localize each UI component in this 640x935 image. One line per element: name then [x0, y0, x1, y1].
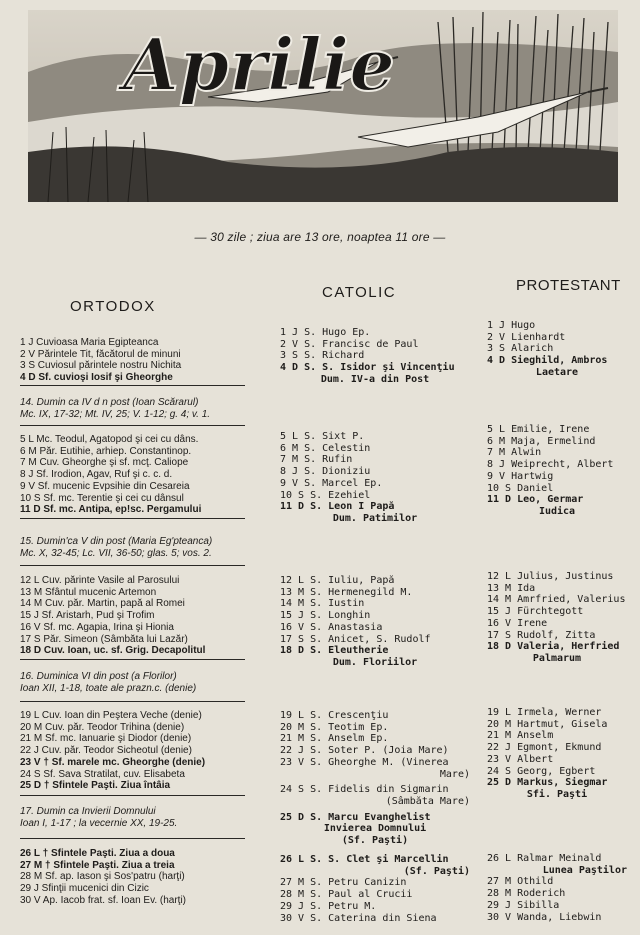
ortodox-day: 28 M Sf. ap. Iason şi Sos'patru (harţi): [20, 871, 185, 883]
protestant-day: 22 J Egmont, Ekmund: [487, 742, 602, 754]
ortodox-day: 27 M † Sfintele Paşti. Ziua a treia: [20, 859, 175, 871]
catolic-day: 29 J S. Petru M.: [280, 900, 377, 912]
protestant-day-note: Laetare: [535, 366, 579, 378]
ortodox-day: 26 L † Sfintele Paşti. Ziua a doua: [20, 848, 175, 859]
protestant-day: 12 L Julius, Justinus: [487, 571, 614, 582]
catolic-week-3: [280, 575, 470, 669]
catolic-day-note: Dum. Patimilor: [332, 512, 418, 524]
ortodox-day: 29 J Sfinţii mucenici din Cizic: [20, 883, 149, 895]
protestant-week-2: [487, 424, 627, 518]
ortodox-week-2: [20, 434, 201, 516]
catolic-day: 20 M S. Teotim Ep.: [280, 721, 389, 733]
divider: [20, 518, 245, 519]
catolic-day: 27 M S. Petru Canizin: [280, 877, 407, 889]
ortodox-note: 16. Duminica VI din post (a Florilor): [20, 671, 177, 682]
protestant-week-3: [487, 571, 627, 665]
catolic-day: 19 L S. Crescenţiu: [280, 710, 389, 721]
catolic-day: 15 J S. Longhin: [280, 610, 371, 622]
protestant-day: 7 M Alwin: [487, 447, 542, 459]
catolic-day: 13 M S. Hermenegild M.: [280, 586, 413, 598]
ortodox-note: Ioan I, 1-17 ; la vecernie XX, 19-25.: [20, 817, 178, 829]
banner-illustration: [28, 2, 618, 202]
catolic-day: 7 M S. Rufin: [280, 454, 353, 466]
catolic-day: 3 S S. Richard: [280, 350, 365, 362]
catolic-day: 18 D S. Eleutherie: [280, 645, 389, 657]
ortodox-day: 19 L Cuv. Ioan din Peştera Veche (denie): [20, 710, 202, 721]
catolic-week-4: [280, 710, 470, 847]
catolic-week-2: [280, 431, 470, 525]
ortodox-day: 8 J Sf. Irodion, Agav, Ruf şi c. c. d.: [20, 469, 173, 481]
ortodox-day: 3 S Cuviosul părintele nostru Nichita: [20, 360, 182, 372]
protestant-day-note: Lunea Paştilor: [542, 864, 627, 876]
protestant-day: 6 M Maja, Ermelind: [487, 435, 596, 447]
ortodox-day: 9 V Sf. mucenic Evpsihie din Cesareia: [20, 480, 190, 492]
protestant-day: 15 J Fürchtegott: [487, 606, 584, 618]
protestant-day: 21 M Anselm: [487, 730, 554, 742]
ortodox-day: 24 S Sf. Sava Stratilat, cuv. Elisabeta: [20, 768, 185, 780]
catolic-day: 30 V S. Caterina din Siena: [280, 912, 437, 924]
divider: [20, 701, 245, 702]
catolic-day: 9 V S. Marcel Ep.: [280, 477, 383, 489]
divider: [20, 565, 245, 566]
ortodox-day: 20 M Cuv. păr. Teodor Trihina (denie): [20, 721, 185, 733]
catolic-day: 17 S S. Anicet, S. Rudolf: [280, 633, 431, 645]
catolic-day: 22 J S. Soter P. (Joia Mare): [280, 745, 449, 757]
catolic-day: 21 M S. Anselm Ep.: [280, 733, 389, 745]
catolic-day-note: Dum. IV-a din Post: [320, 373, 430, 385]
protestant-day-note: Sfi. Paşti: [526, 788, 588, 800]
protestant-day: 4 D Sieghild, Ambros: [487, 355, 608, 367]
ortodox-note-3: [20, 671, 196, 694]
ortodox-day: 11 D Sf. mc. Antipa, ep!sc. Pergamului: [20, 504, 202, 516]
catolic-day: 16 V S. Anastasia: [280, 621, 383, 633]
protestant-day: 24 S Georg, Egbert: [487, 765, 596, 777]
protestant-day: 3 S Alarich: [487, 343, 554, 355]
catolic-day: 12 L S. Iuliu, Papă: [280, 575, 395, 586]
ortodox-day: 13 M Sfântul mucenic Artemon: [20, 586, 157, 598]
protestant-week-5: [487, 853, 627, 923]
ortodox-day: 18 D Cuv. Ioan, uc. sf. Grig. Decapolitul: [20, 645, 206, 657]
catolic-day: 28 M S. Paul al Crucii: [280, 889, 413, 901]
divider: [20, 385, 245, 386]
catolic-week-5: [280, 854, 470, 924]
protestant-day: 27 M Othild: [487, 876, 554, 888]
catolic-day: 8 J S. Dioniziu: [280, 466, 371, 478]
ortodox-note: Mc. X, 32-45; Lc. VII, 36-50; glas. 5; vos. 2.: [20, 547, 212, 559]
ortodox-day: 17 S Păr. Simeon (Sâmbăta lui Lazăr): [20, 633, 188, 645]
ortodox-note: 14. Dumin ca IV d n post (Ioan Scărarul): [20, 397, 199, 408]
ortodox-day: 25 D † Sfintele Paşti. Ziua întâia: [20, 780, 171, 792]
ortodox-day: 14 M Cuv. păr. Martin, papă al Romei: [20, 598, 185, 610]
heading-protestant: PROTESTANT: [516, 277, 621, 294]
ortodox-day: 15 J Sf. Aristarh, Pud şi Trofim: [20, 610, 155, 622]
catolic-day: 5 L S. Sixt P.: [280, 431, 365, 442]
catolic-day: 14 M S. Iustin: [280, 598, 365, 610]
protestant-day: 11 D Leo, Germar: [487, 494, 584, 506]
divider: [20, 659, 245, 660]
protestant-day: 5 L Emilie, Irene: [487, 424, 590, 435]
protestant-week-4: [487, 707, 627, 801]
protestant-day: 28 M Roderich: [487, 888, 566, 900]
divider: [20, 425, 245, 426]
protestant-day: 14 M Amrfried, Valerius: [487, 594, 626, 606]
protestant-day: 9 V Hartwig: [487, 470, 554, 482]
protestant-day: 1 J Hugo: [487, 320, 536, 331]
catolic-day: 1 J S. Hugo Ep.: [280, 327, 371, 338]
protestant-day: 18 D Valeria, Herfried: [487, 641, 620, 653]
protestant-day: 2 V Lienhardt: [487, 331, 566, 343]
ortodox-day: 16 V Sf. mc. Agapia, Irina şi Hionia: [20, 621, 174, 633]
banner-artwork: [28, 2, 618, 202]
protestant-day: 30 V Wanda, Liebwin: [487, 911, 602, 923]
ortodox-note-2: [20, 536, 212, 559]
ortodox-note-4: [20, 806, 177, 829]
heading-ortodox: ORTODOX: [70, 298, 156, 315]
protestant-day: 8 J Weiprecht, Albert: [487, 459, 614, 471]
protestant-day: 19 L Irmela, Werner: [487, 707, 602, 718]
protestant-day: 17 S Rudolf, Zitta: [487, 629, 596, 641]
protestant-day: 10 S Daniel: [487, 482, 554, 494]
protestant-day: 20 M Hartmut, Gisela: [487, 718, 608, 730]
catolic-day: 23 V S. Gheorghe M. (Vinerea: [280, 756, 449, 768]
ortodox-day: 23 V † Sf. marele mc. Gheorghe (denie): [20, 756, 206, 768]
ortodox-note: 15. Dumin'ca V din post (Maria Eg'pteanca): [20, 536, 213, 547]
ortodox-day: 30 V Ap. Iacob frat. sf. Ioan Ev. (harţi): [20, 894, 187, 906]
ortodox-week-1: [20, 337, 181, 384]
ortodox-day: 5 L Mc. Teodul, Agatopod şi cei cu dâns.: [20, 434, 199, 445]
ortodox-day: 10 S Sf. mc. Terentie şi cei cu dânsul: [20, 492, 184, 504]
ortodox-day: 22 J Cuv. păr. Teodor Sicheotul (denie): [20, 745, 192, 757]
protestant-day: 13 M Ida: [487, 582, 536, 594]
ortodox-day: 7 M Cuv. Gheorghe şi sf. mcţ. Caliope: [20, 457, 189, 469]
catolic-day: 4 D S. S. Isidor şi Vincenţiu: [280, 362, 455, 374]
divider: [20, 838, 245, 839]
ortodox-day: 12 L Cuv. părinte Vasile al Parosului: [20, 575, 180, 586]
ortodox-day: 1 J Cuvioasa Maria Egipteanca: [20, 337, 159, 348]
protestant-day: 16 V Irene: [487, 617, 548, 629]
ortodox-day: 2 V Părintele Tit, făcătorul de minuni: [20, 348, 181, 360]
catolic-day-note: Mare): [439, 768, 470, 780]
catolic-day-note: Dum. Floriilor: [332, 656, 418, 668]
ortodox-day: 4 D Sf. cuvioşi Iosif şi Gheorghe: [20, 372, 173, 384]
protestant-day-note: Iudica: [538, 505, 576, 517]
heading-catolic: CATOLIC: [322, 284, 397, 301]
ortodox-day: 6 M Păr. Eutihie, arhiep. Constantinop.: [20, 445, 192, 457]
catolic-day-note: (Sf. Paşti): [341, 835, 409, 847]
banner-title: Aprilie: [123, 22, 396, 107]
protestant-day: 23 V Albert: [487, 753, 554, 765]
month-subtitle: — 30 zile ; ziua are 13 ore, noaptea 11 ore —: [194, 230, 446, 244]
catolic-day: 6 M S. Celestin: [280, 442, 371, 454]
protestant-week-1: [487, 320, 627, 379]
catolic-week-1: [280, 327, 470, 386]
ortodox-week-3: [20, 575, 205, 657]
divider: [20, 795, 245, 796]
protestant-day: 29 J Sibilla: [487, 899, 560, 911]
catolic-day: 26 L S. S. Clet şi Marcellin: [280, 854, 449, 865]
ortodox-note: Ioan XII, 1-18, toate ale prazn.c. (denie): [20, 682, 197, 694]
ortodox-note-1: [20, 397, 210, 420]
ortodox-note: 17. Dumin ca Invierii Domnului: [20, 806, 156, 817]
protestant-day: 26 L Ralmar Meinald: [487, 853, 602, 864]
catolic-day-note: Invierea Domnului: [323, 823, 427, 835]
ortodox-week-4: [20, 710, 205, 792]
catolic-day: 25 D S. Marcu Evanghelist: [280, 811, 431, 823]
catolic-day: 10 S S. Ezehiel: [280, 489, 371, 501]
catolic-day-note: (Sf. Paşti): [403, 865, 470, 877]
catolic-day: 2 V S. Francisc de Paul: [280, 338, 419, 350]
protestant-day: 25 D Markus, Siegmar: [487, 777, 608, 789]
catolic-day: 24 S S. Fidelis din Sigmarin: [280, 784, 449, 796]
catolic-day-note: (Sâmbăta Mare): [385, 795, 470, 807]
ortodox-note: Mc. IX, 17-32; Mt. IV, 25; V. 1-12; g. 4; v. 1.: [20, 408, 211, 420]
ortodox-week-5: [20, 848, 186, 907]
protestant-day-note: Palmarum: [532, 652, 582, 664]
ortodox-day: 21 M Sf. mc. Ianuarie şi Diodor (denie): [20, 733, 192, 745]
catolic-day: 11 D S. Leon I Papă: [280, 501, 395, 513]
